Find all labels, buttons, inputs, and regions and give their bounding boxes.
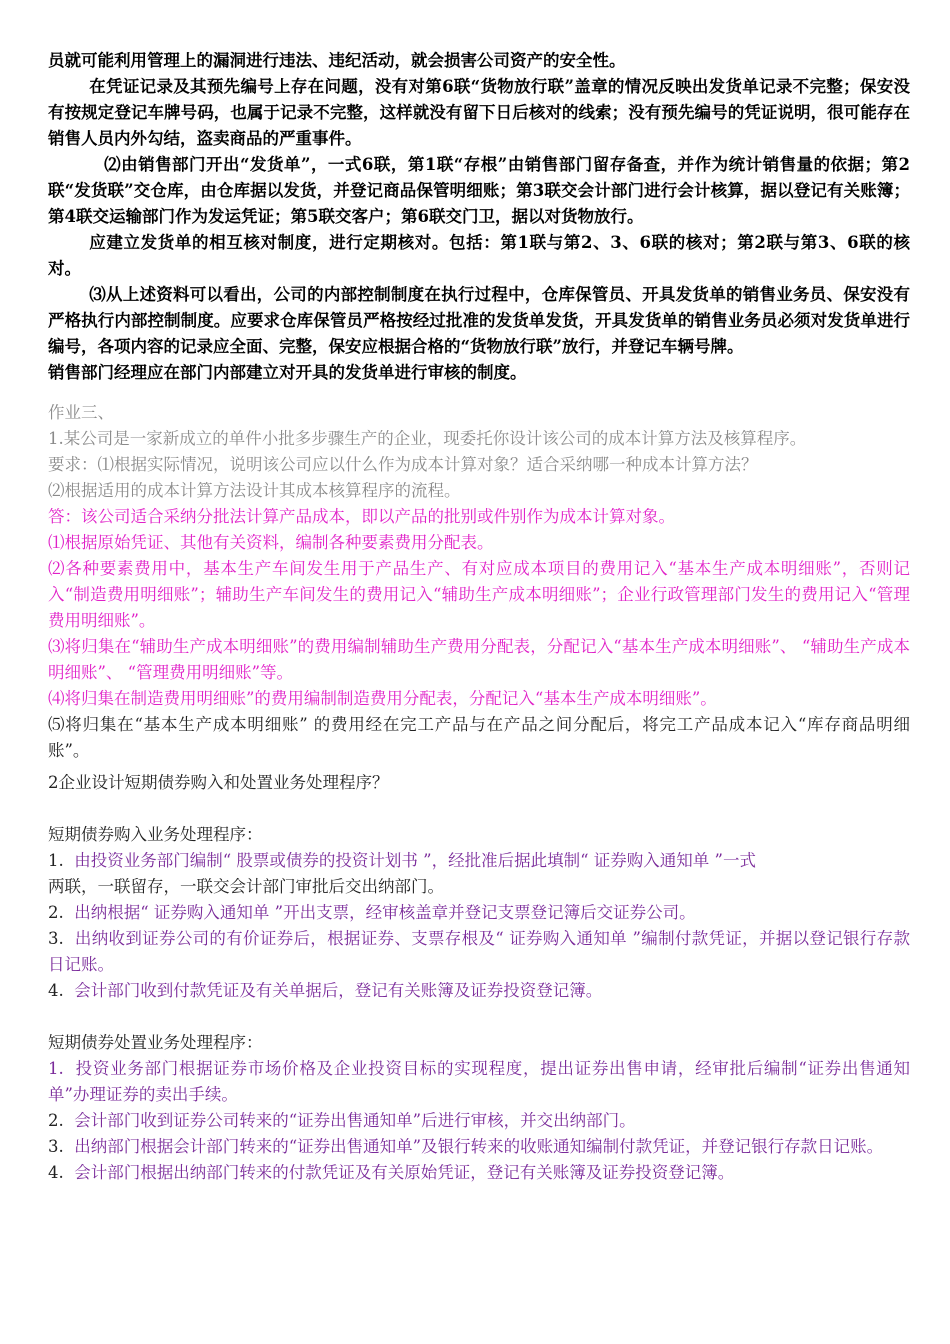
answer-step: ⑷将归集在制造费用明细账”的费用编制制造费用分配表，分配记入“基本生产成本明细账”。 (48, 689, 717, 708)
paragraph: 应建立发货单的相互核对制度，进行定期核对。包括：第1联与第2、3、6联的核对；第2联与第3、6联的核对。 (48, 233, 910, 278)
subsection-title: 短期债券处置业务处理程序： (48, 1033, 263, 1052)
section-heading: 作业三、 (48, 403, 114, 422)
question: 1.某公司是一家新成立的单件小批多步骤生产的企业，现委托你设计该公司的成本计算方法及核算程序。 (48, 429, 807, 448)
list-item (48, 1108, 910, 1134)
list-number: 4. (48, 1163, 64, 1182)
list-text: 出纳收到证券公司的有价证券后，根据证券、支票存根及“ 证券购入通知单 ”编制付款凭证，并据以登记银行存款日记账。 (48, 929, 910, 974)
list-number: 1. (48, 1059, 64, 1078)
list-number: 1. (48, 851, 64, 870)
list-number: 3. (48, 929, 64, 948)
list-text: 投资业务部门根据证券市场价格及企业投资目标的实现程度，提出证券出售申请，经审批后编制“证券出售通知单”办理证券的卖出手续。 (48, 1059, 910, 1104)
paragraph: 在凭证记录及其预先编号上存在问题，没有对第6联“货物放行联”盖章的情况反映出发货单记录不完整；保安没有按规定登记车牌号码，也属于记录不完整，这样就没有留下日后核对的线索；没有预先编号的凭证说明，很可能存在销售人员内外勾结，盗卖商品的严重事件。 (48, 77, 910, 148)
answer-step: ⑸将归集在“基本生产成本明细账” 的费用经在完工产品与在产品之间分配后，将完工产品成本记入“库存商品明细账”。 (48, 715, 910, 760)
list-number: 4. (48, 981, 64, 1000)
document-page (48, 48, 910, 1186)
answer: 答：该公司适合采纳分批法计算产品成本，即以产品的批别或件别作为成本计算对象。 (48, 507, 675, 526)
list-item (48, 1134, 910, 1160)
answer-step: ⑶将归集在“辅助生产成本明细账”的费用编制辅助生产费用分配表，分配记入“基本生产成本明细账”、 “辅助生产成本明细账”、 “管理费用明细账”等。 (48, 637, 910, 682)
paragraph: ⑵由销售部门开出“发货单”，一式6联，第1联“存根”由销售部门留存备查，并作为统计销售量的依据；第2联“发货联”交仓库，由仓库据以发货，并登记商品保管明细账；第3联交会计部门进行会计核算，据以登记有关账簿；第4联交运输部门作为发运凭证；第5联交客户；第6联交门卫，据以对货物放行。 (48, 155, 910, 226)
paragraph: ⑶从上述资料可以看出，公司的内部控制制度在执行过程中，仓库保管员、开具发货单的销售业务员、保安没有严格执行内部控制制度。应要求仓库保管员严格按经过批准的发货单发货，开具发货单的销售业务员必须对发货单进行编号，各项内容的记录应全面、完整，保安应根据合格的“货物放行联”放行，并登记车辆号牌。 (48, 285, 910, 356)
subsection-title: 短期债券购入业务处理程序： (48, 825, 263, 844)
answer-step: ⑵各种要素费用中，基本生产车间发生用于产品生产、有对应成本项目的费用记入“基本生产成本明细账”，否则记入“制造费用明细账”；辅助生产车间发生的费用记入“辅助生产成本明细账”；企业行政管理部门发生的费用记入“管理费用明细账”。 (48, 559, 910, 630)
list-text: 会计部门收到付款凭证及有关单据后，登记有关账簿及证券投资登记簿。 (74, 981, 603, 1000)
list-number: 2. (48, 1111, 64, 1130)
list-item (48, 848, 910, 874)
list-number: 3. (48, 1137, 64, 1156)
question: 2企业设计短期债券购入和处置业务处理程序？ (48, 773, 389, 792)
requirement: ⑵根据适用的成本计算方法设计其成本核算程序的流程。 (48, 481, 461, 500)
list-number: 2. (48, 903, 64, 922)
requirement: 要求：⑴根据实际情况，说明该公司应以什么作为成本计算对象？适合采纳哪一种成本计算方法？ (48, 455, 758, 474)
list-item (48, 900, 910, 926)
list-item (48, 1160, 910, 1186)
paragraph: 销售部门经理应在部门内部建立对开具的发货单进行审核的制度。 (48, 363, 527, 382)
list-item (48, 926, 910, 978)
list-item-continuation: 两联，一联留存，一联交会计部门审批后交出纳部门。 (48, 877, 444, 896)
paragraph: 员就可能利用管理上的漏洞进行违法、违纪活动，就会损害公司资产的安全性。 (48, 51, 626, 70)
list-text: 会计部门根据出纳部门转来的付款凭证及有关原始凭证，登记有关账簿及证券投资登记簿。 (74, 1163, 735, 1182)
list-text: 出纳部门根据会计部门转来的“证券出售通知单”及银行转来的收账通知编制付款凭证，并登记银行存款日记账。 (74, 1137, 884, 1156)
list-item (48, 1056, 910, 1108)
list-text: 由投资业务部门编制“ 股票或债券的投资计划书 ”，经批准后据此填制“ 证券购入通知单 ”一式 (74, 851, 756, 870)
list-text: 出纳根据“ 证券购入通知单 ”开出支票，经审核盖章并登记支票登记簿后交证券公司。 (74, 903, 696, 922)
answer-step: ⑴根据原始凭证、其他有关资料，编制各种要素费用分配表。 (48, 533, 494, 552)
list-item (48, 978, 910, 1004)
list-text: 会计部门收到证券公司转来的“证券出售通知单”后进行审核，并交出纳部门。 (74, 1111, 636, 1130)
